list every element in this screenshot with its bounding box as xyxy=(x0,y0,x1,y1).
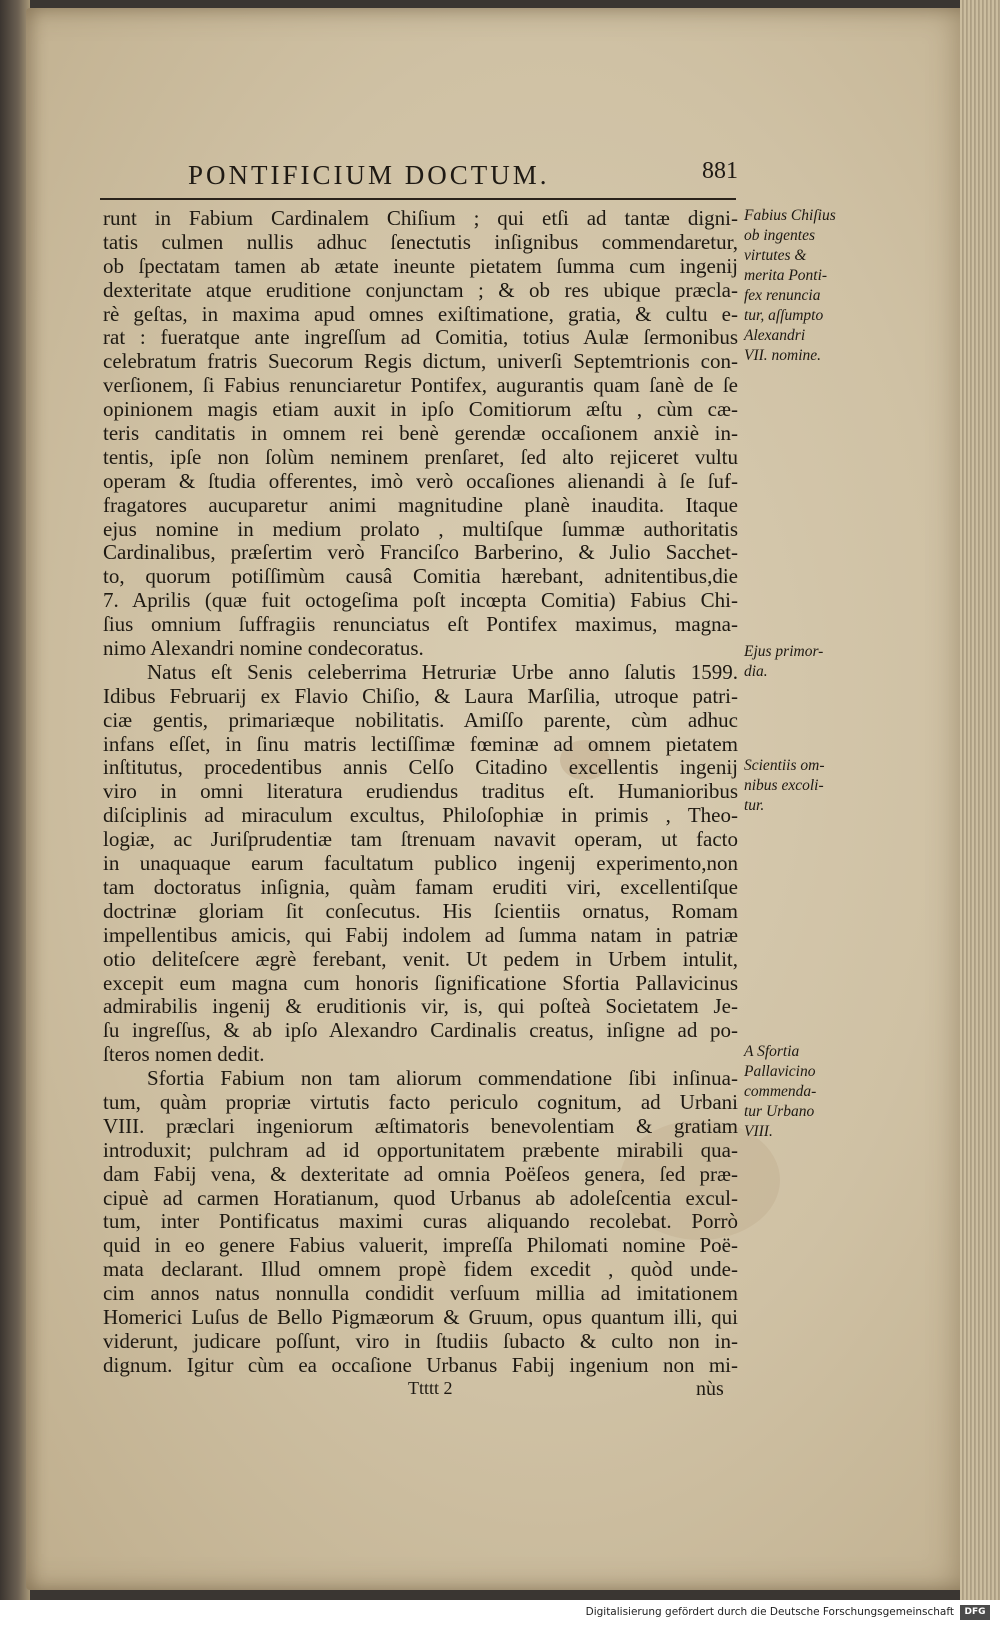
marginal-line: tur, aſſumpto xyxy=(744,307,824,324)
text-line: cipuè ad carmen Horatianum, quod Urbanus ab adoleſcentia excul- xyxy=(103,1185,738,1210)
footer-credit: Digitalisierung gefördert durch die Deutsche Forschungsgemeinschaft xyxy=(585,1606,954,1618)
text-line: viro in omni literatura erudiendus traditus eſt. Humanioribus xyxy=(103,779,738,804)
page-number: 881 xyxy=(702,158,738,184)
marginal-line: Alexandri xyxy=(744,327,806,344)
marginal-note-2 xyxy=(744,642,840,682)
text-line: quid in eo genere Fabius valuerit, impreſſa Philomati nomine Poë- xyxy=(103,1233,738,1258)
text-line: dexteritate atque eruditione conjunctam ; & ob res ubique præcla- xyxy=(103,277,738,302)
marginal-line: commenda- xyxy=(744,1083,817,1100)
text-line: rat : fueratque ante ingreſſum ad Comitia, totius Aulæ ſermonibus xyxy=(103,325,738,350)
text-line: Cardinalibus, præſertim verò Franciſco Barberino, & Julio Sacchet- xyxy=(103,540,738,565)
text-line: excepit eum magna cum honoris ſignificatione Sfortia Pallavicinus xyxy=(103,970,738,995)
marginal-line: ob ingentes xyxy=(744,227,816,244)
catchword: nùs xyxy=(696,1378,724,1400)
text-line: inſtitutus, procedentibus annis Celſo Citadino excellentis ingenij xyxy=(103,755,738,780)
marginal-line: tur Urbano xyxy=(744,1103,815,1120)
marginal-line: Ejus primor- xyxy=(744,643,824,660)
text-line: ſu ingreſſus, & ab ipſo Alexandro Cardinalis creatus, inſigne ad po- xyxy=(103,1018,738,1043)
text-line: infans eſſet, in ſinu matris lectiſſimæ fœminæ ad omnem pietatem xyxy=(103,731,738,756)
text-line: Homerici Luſus de Bello Pigmæorum & Gruum, opus quantum illi, qui xyxy=(103,1304,738,1329)
text-line: tum, quàm propriæ virtutis facto periculo cognitum, ad Urbani xyxy=(103,1089,738,1114)
text-line: Idibus Februarij ex Flavio Chiſio, & Laura Marſilia, utroque patri- xyxy=(103,683,738,708)
text-line: tum, inter Pontificatus maximi curas aliquando recolebat. Porrò xyxy=(103,1209,738,1234)
marginal-note-1 xyxy=(744,206,840,366)
text-line: ſius omnium ſuffragiis renunciatus eſt Pontifex maximus, magna- xyxy=(103,612,738,637)
text-line: viderunt, judicare poſſunt, viro in ſtudiis ſubacto & culto non in- xyxy=(103,1328,738,1353)
digitization-footer xyxy=(0,1600,1000,1628)
page-edges xyxy=(960,0,1000,1600)
marginal-line: fex renuncia xyxy=(744,287,821,304)
marginal-line: VII. nomine. xyxy=(744,347,822,364)
marginal-line: A Sfortia xyxy=(744,1043,800,1060)
marginal-line: virtutes & xyxy=(744,247,807,264)
marginal-line: tur. xyxy=(744,797,765,814)
text-line: tatis culmen nullis adhuc ſenectutis inſignibus commendaretur, xyxy=(103,229,738,254)
marginal-line: VIII. xyxy=(744,1123,773,1140)
text-line: runt in Fabium Cardinalem Chiſium ; qui etſi ad tantæ digni- xyxy=(103,206,738,230)
text-line: ob ſpectatam tamen ab ætate ineunte pietatem ſumma cum ingenij xyxy=(103,253,738,278)
marginal-line: dia. xyxy=(744,663,768,680)
marginal-line: nibus excoli- xyxy=(744,777,824,794)
text-line: opinionem magis etiam auxit in ipſo Comitiorum æſtu , cùm cæ- xyxy=(103,397,738,422)
running-head: PONTIFICIUM DOCTUM. xyxy=(188,160,550,190)
text-line: tam doctoratus inſignia, quàm famam eruditi viri, excellentiſque xyxy=(103,874,738,899)
text-line: logiæ, ac Juriſprudentiæ tam ſtrenuam navavit operam, ut facto xyxy=(103,827,738,852)
text-line: admirabilis ingenij & eruditionis vir, is, qui poſteà Societatem Je- xyxy=(103,994,738,1019)
text-line: fragatores aucuparetur animi magnitudine planè inaudita. Itaque xyxy=(103,492,738,517)
marginal-line: Scientiis om- xyxy=(744,757,825,774)
text-line: 7. Aprilis (quæ fuit octogeſima poſt incœpta Comitia) Fabius Chi- xyxy=(103,588,738,613)
text-line: VIII. præclari ingeniorum æſtimatoris benevolentiam & gratiam xyxy=(103,1113,738,1138)
text-line: mata declarant. Illud omnem propè fidem excedit , quòd unde- xyxy=(103,1257,738,1282)
text-line: introduxit; pulchram ad id opportunitatem præbente mirabili qua- xyxy=(103,1137,738,1162)
marginal-note-3 xyxy=(744,756,840,816)
text-line: otio deliteſcere ægrè ferebant, venit. Ut pedem in Urbem intulit, xyxy=(103,946,738,971)
text-line: cim annos natus nonnulla condidit verſuum millia ad imitationem xyxy=(103,1281,738,1306)
text-line: ejus nomine in medium prolato , multiſque ſummæ authoritatis xyxy=(103,516,738,541)
text-line: operam & ſtudia offerentes, imò verò occaſiones alienandi à ſe ſuf- xyxy=(103,468,738,493)
signature-mark: Ttttt 2 xyxy=(408,1378,453,1398)
text-line: tentis, ipſe non ſolùm neminem prenſaret, ſed alto rejiceret vultu xyxy=(103,444,738,469)
text-line: Natus eſt Senis celeberrima Hetruriæ Urbe anno ſalutis 1599. xyxy=(147,659,738,684)
text-line: rè geſtas, in maxima apud omnes exiſtimatione, gratia, & cultu e- xyxy=(103,301,738,326)
text-line: nimo Alexandri nomine condecoratus. xyxy=(103,636,424,661)
text-line: dam Fabij vena, & dexteritate ad omnia Poëſeos genera, ſed præ- xyxy=(103,1161,738,1186)
text-line: celebratum fratris Suecorum Regis dictum, univerſi Septemtrionis con- xyxy=(103,349,738,374)
body-text xyxy=(103,207,738,1378)
text-line: Sfortia Fabium non tam aliorum commendatione ſibi inſinua- xyxy=(147,1066,738,1091)
text-line: diſciplinis ad miraculum excultus, Philoſophiæ in primis , Theo- xyxy=(103,803,738,828)
text-line: verſionem, ſi Fabius renunciaretur Pontifex, augurantis quam ſanè de ſe xyxy=(103,373,738,398)
marginal-line: Fabius Chiſius xyxy=(744,207,836,224)
text-line: ſteros nomen dedit. xyxy=(103,1042,265,1067)
text-line: dignum. Igitur cùm ea occaſione Urbanus Fabij ingenium non mi- xyxy=(103,1352,738,1377)
text-line: ciæ gentis, primariæque nobilitatis. Amiſſo parente, cùm adhuc xyxy=(103,707,738,732)
marginal-line: merita Ponti- xyxy=(744,267,828,284)
marginal-line: Pallavicino xyxy=(744,1063,816,1080)
dfg-logo-icon: DFG xyxy=(960,1605,990,1620)
text-line: to, quorum potiſſimùm causâ Comitia hærebant, adnitentibus,die xyxy=(103,564,738,589)
text-line: in unaquaque earum facultatum publico ingenij experimento,non xyxy=(103,851,738,876)
text-line: teris canditatis in omnem rei benè gerendæ occaſionem anxiè in- xyxy=(103,421,738,446)
text-line: doctrinæ gloriam ſit conſecutus. His ſcientiis ornatus, Romam xyxy=(103,898,738,923)
marginal-note-4 xyxy=(744,1042,840,1142)
header-rule xyxy=(100,198,736,200)
text-line: impellentibus amicis, qui Fabij indolem ad ſumma natam in patriæ xyxy=(103,922,738,947)
